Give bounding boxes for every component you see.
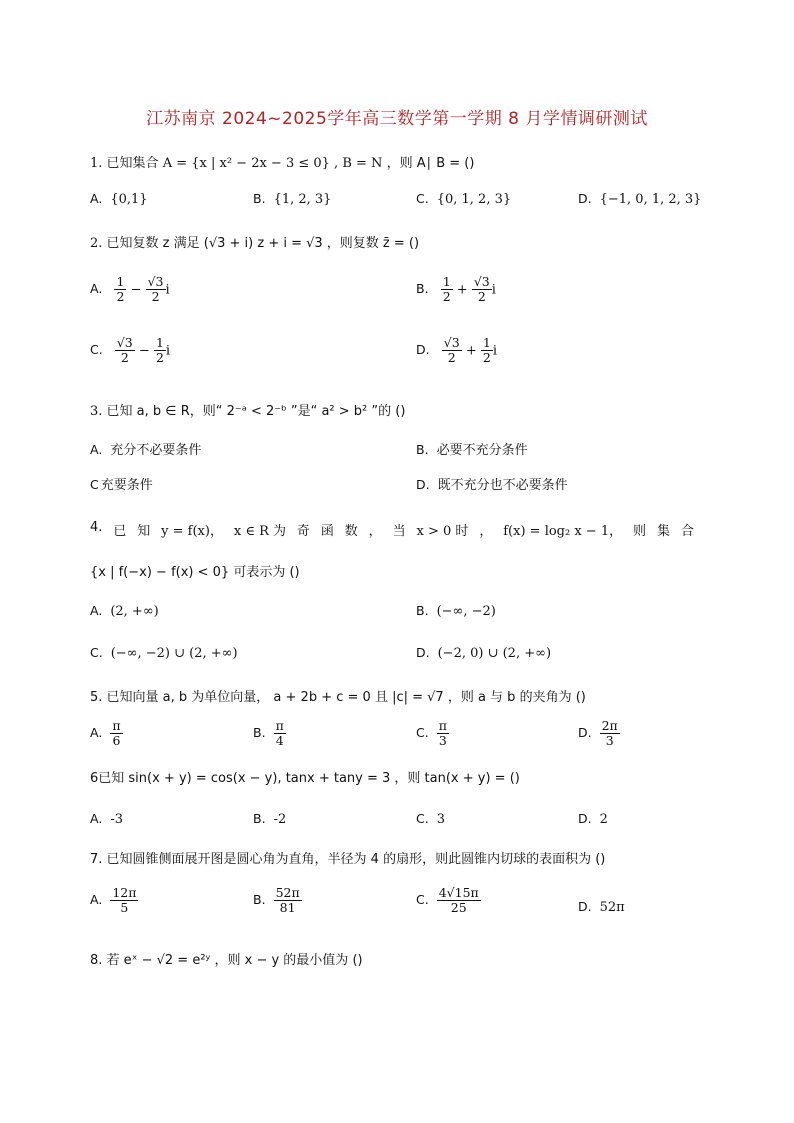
option-label: A. — [90, 892, 103, 908]
text-segment: 函 — [320, 524, 334, 539]
option-text: 3 — [436, 812, 445, 827]
option-text: {0,1} — [110, 192, 148, 207]
option-label: C. — [416, 892, 429, 908]
denominator: 2 — [155, 350, 164, 366]
question-tail: ，则 A∣ B = () — [386, 156, 475, 171]
fraction — [274, 719, 286, 749]
text-segment: y = f(x)， — [161, 524, 223, 539]
option-label: C. — [90, 342, 103, 358]
option-text: {1, 2, 3} — [273, 192, 332, 207]
option-d[interactable] — [578, 719, 620, 749]
option-label: C. — [416, 811, 429, 826]
fraction — [114, 275, 126, 305]
option-a[interactable] — [90, 811, 123, 827]
exam-title: 江苏南京 2024~2025学年高三数学第一学期 8 月学情调研测试 — [146, 109, 648, 129]
question-4 — [90, 520, 694, 539]
option-label: A. — [90, 725, 103, 741]
denominator: 81 — [279, 900, 296, 916]
text-segment: 奇 — [296, 524, 310, 539]
text-segment: 数 — [344, 524, 358, 539]
numerator: √3 — [116, 335, 133, 350]
option-b[interactable] — [416, 439, 528, 458]
option-text: 充要条件 — [100, 478, 153, 493]
option-label: C. — [90, 645, 103, 660]
numerator: 12π — [112, 885, 137, 900]
numerator: 2π — [601, 718, 618, 733]
text-segment: 当 — [392, 524, 406, 539]
option-c[interactable] — [416, 811, 445, 827]
option-d[interactable] — [416, 474, 568, 493]
option-label: A. — [90, 603, 103, 618]
question-number: 2. — [90, 236, 103, 251]
option-a[interactable] — [90, 719, 123, 749]
denominator: 2 — [151, 289, 160, 305]
option-b[interactable] — [253, 886, 302, 916]
option-a[interactable] — [90, 275, 170, 305]
text-segment: f(x) = log₂ x − 1， — [503, 524, 623, 539]
numerator: 1 — [442, 274, 451, 289]
operator: + — [465, 343, 477, 359]
option-label: D. — [416, 645, 430, 660]
option-text: {0, 1, 2, 3} — [436, 192, 512, 207]
question-number: 1. — [90, 156, 103, 171]
denominator: 2 — [482, 350, 491, 366]
option-label: A. — [90, 442, 103, 457]
question-line-justified — [90, 520, 694, 539]
text-segment: 则 — [633, 524, 647, 539]
question-number: 5. — [90, 690, 103, 705]
question-3 — [90, 400, 405, 419]
text-segment: 集 — [656, 524, 670, 539]
question-text: 已知向量 a, b 为单位向量， a + 2b + c = 0 且 |c| = √7 ，则 a 与 b 的夹角为 () — [106, 690, 586, 705]
option-d[interactable] — [416, 336, 497, 366]
question-4-line-2: {x | f(−x) − f(x) < 0} 可表示为 () — [90, 565, 300, 580]
option-a[interactable] — [90, 603, 159, 619]
denominator: 2 — [120, 350, 129, 366]
option-text: 充分不必要条件 — [110, 443, 202, 458]
option-label: A. — [90, 191, 103, 206]
option-d[interactable] — [416, 645, 551, 661]
option-label: D. — [416, 477, 430, 492]
imag-unit: i — [492, 343, 497, 359]
option-label: C. — [416, 725, 429, 741]
option-a[interactable] — [90, 191, 148, 207]
question-number: 6 — [90, 771, 99, 786]
option-label: A. — [90, 281, 103, 297]
fraction — [110, 719, 122, 749]
fraction — [600, 719, 620, 749]
text-segment: ， — [479, 524, 493, 539]
numerator: 1 — [482, 335, 491, 350]
option-c[interactable] — [416, 886, 481, 916]
option-text: 必要不充分条件 — [436, 443, 528, 458]
option-b[interactable] — [253, 811, 286, 827]
numerator: √3 — [443, 335, 460, 350]
denominator: 25 — [450, 900, 467, 916]
imag-unit: i — [165, 282, 170, 298]
option-text: (−2, 0) ∪ (2, +∞) — [437, 646, 552, 661]
option-label: C. — [416, 191, 429, 206]
option-label: D. — [578, 725, 592, 741]
numerator: π — [275, 718, 284, 733]
option-a[interactable] — [90, 439, 201, 458]
fraction — [146, 275, 166, 305]
option-text: (−∞, −2) — [436, 604, 496, 619]
option-label: D. — [578, 191, 592, 206]
option-c[interactable] — [416, 191, 511, 207]
fraction — [154, 336, 166, 366]
option-label: B. — [416, 281, 429, 297]
text-segment: 知 — [137, 524, 151, 539]
option-c[interactable] — [416, 719, 449, 749]
denominator: 3 — [438, 733, 447, 749]
numerator: √3 — [473, 274, 490, 289]
option-label: D. — [578, 811, 592, 826]
option-label: C — [90, 477, 99, 492]
option-label: D. — [578, 899, 592, 914]
question-math: A = {x | x² − 2x − 3 ≤ 0} , B = N — [162, 156, 383, 171]
option-label: B. — [253, 191, 266, 206]
option-a[interactable] — [90, 886, 138, 916]
denominator: 2 — [447, 350, 456, 366]
question-text: 已知复数 z 满足 (√3 + i) z + i = √3 ，则复数 z̄ = () — [106, 236, 420, 251]
fraction — [441, 275, 453, 305]
option-b[interactable] — [253, 719, 286, 749]
operator: + — [456, 282, 468, 298]
option-label: B. — [253, 725, 266, 741]
numerator: √3 — [147, 274, 164, 289]
fraction — [115, 336, 135, 366]
question-text: 已知 a, b ∈ R，则“ 2⁻ᵃ < 2⁻ᵇ ”是“ a² > b² ”的 () — [106, 404, 406, 419]
fraction — [437, 719, 449, 749]
text-segment: 合 — [680, 524, 694, 539]
option-label: A. — [90, 811, 103, 826]
fraction — [442, 336, 462, 366]
option-d[interactable] — [578, 191, 701, 207]
denominator: 4 — [275, 733, 284, 749]
option-text: -3 — [110, 812, 123, 827]
fraction — [472, 275, 492, 305]
text-segment: ， — [368, 524, 382, 539]
numerator: 52π — [275, 885, 300, 900]
option-d[interactable] — [578, 811, 608, 827]
denominator: 3 — [605, 733, 614, 749]
imag-unit: i — [491, 282, 496, 298]
option-text: -2 — [273, 812, 287, 827]
option-text: 2 — [599, 812, 608, 827]
question-5 — [90, 686, 586, 705]
question-1 — [90, 152, 474, 171]
question-text: 已知圆锥侧面展开图是圆心角为直角，半径为 4 的扇形，则此圆锥内切球的表面积为 () — [106, 852, 606, 867]
question-8 — [90, 949, 363, 968]
question-2 — [90, 232, 419, 251]
option-label: B. — [253, 811, 266, 826]
text-segment: x ∈ R 为 — [233, 524, 286, 539]
question-6 — [90, 767, 520, 786]
question-7 — [90, 848, 605, 867]
option-text: (−∞, −2) ∪ (2, +∞) — [110, 646, 238, 661]
text-segment: 已 — [113, 524, 127, 539]
option-text: 既不充分也不必要条件 — [437, 478, 568, 493]
question-text: 已知集合 — [106, 156, 159, 171]
question-text: 若 eˣ − √2 = e²ʸ ，则 x − y 的最小值为 () — [106, 953, 363, 968]
option-text: (2, +∞) — [110, 604, 159, 619]
question-number: 7. — [90, 852, 103, 867]
imag-unit: i — [165, 343, 171, 359]
option-label: D. — [416, 342, 430, 358]
operator: − — [138, 343, 150, 359]
option-c[interactable] — [90, 474, 153, 493]
operator: − — [130, 282, 142, 298]
option-text: 52π — [599, 900, 625, 915]
numerator: π — [438, 718, 447, 733]
option-b[interactable] — [416, 275, 496, 305]
denominator: 6 — [112, 733, 121, 749]
fraction — [110, 886, 138, 916]
question-number: 4. — [90, 520, 103, 535]
fraction — [274, 886, 302, 916]
option-text: {−1, 0, 1, 2, 3} — [599, 192, 702, 207]
option-label: B. — [416, 442, 429, 457]
text-segment: x > 0 时 — [416, 524, 469, 539]
denominator: 2 — [442, 289, 451, 305]
numerator: 1 — [116, 274, 125, 289]
option-c[interactable] — [90, 336, 170, 366]
question-number: 3. — [90, 404, 103, 419]
denominator: 2 — [477, 289, 486, 305]
numerator: 1 — [155, 335, 164, 350]
fraction — [437, 886, 481, 916]
denominator: 2 — [116, 289, 125, 305]
option-d[interactable] — [578, 899, 625, 915]
denominator: 5 — [120, 900, 129, 916]
fraction — [481, 336, 493, 366]
numerator: π — [112, 718, 121, 733]
question-number: 8. — [90, 953, 103, 968]
option-b[interactable] — [253, 191, 331, 207]
option-b[interactable] — [416, 603, 496, 619]
option-label: B. — [416, 603, 429, 618]
option-c[interactable] — [90, 645, 238, 661]
numerator: 4√15π — [438, 885, 479, 900]
question-text: 已知 sin(x + y) = cos(x − y), tanx + tany = 3 ，则 tan(x + y) = () — [98, 771, 520, 786]
option-label: B. — [253, 892, 266, 908]
